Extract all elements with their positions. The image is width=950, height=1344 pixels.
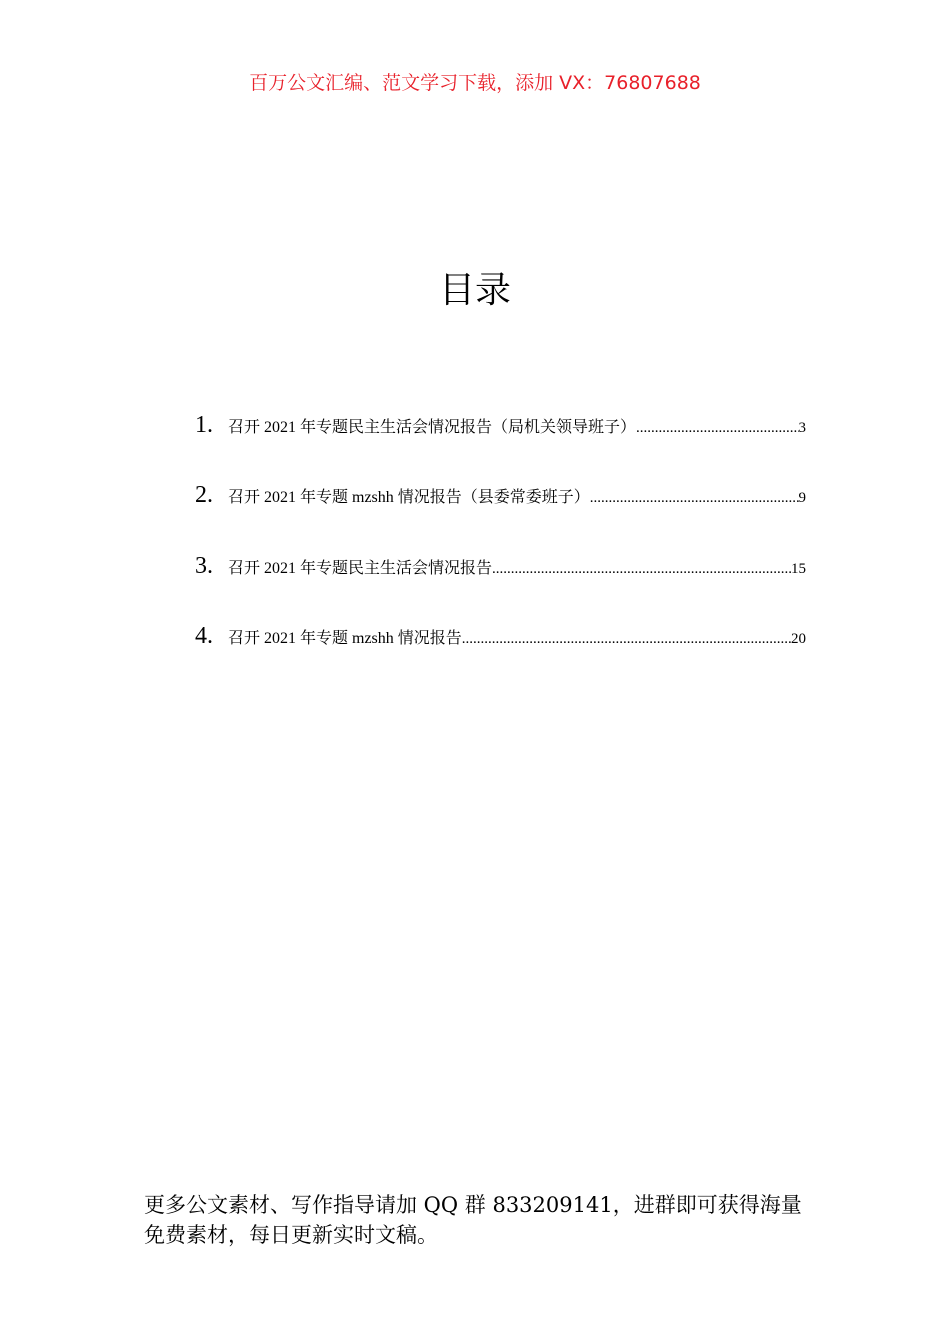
toc-text: 召开 2021 年专题 mzshh 情况报告 xyxy=(228,630,462,647)
toc-title: 目录 xyxy=(438,270,511,311)
toc-text: 召开 2021 年专题 mzshh 情况报告（县委常委班子） xyxy=(228,489,590,506)
promo-banner: 百万公文汇编、范文学习下载，添加 VX：76807688 xyxy=(249,72,701,94)
toc-text: 召开 2021 年专题民主生活会情况报告 xyxy=(228,560,493,577)
toc-number: 2. xyxy=(195,482,213,508)
dot-leader xyxy=(590,490,799,507)
toc-entry[interactable] xyxy=(195,623,806,650)
toc-page: 20 xyxy=(791,631,806,647)
toc-page: 9 xyxy=(798,490,806,506)
toc-number: 1. xyxy=(195,412,213,438)
dot-leader xyxy=(462,631,791,648)
toc-number: 3. xyxy=(195,553,213,579)
dot-leader xyxy=(492,561,791,578)
toc-page: 3 xyxy=(798,420,806,436)
toc-text: 召开 2021 年专题民主生活会情况报告（局机关领导班子） xyxy=(228,419,637,436)
toc-entry[interactable] xyxy=(195,482,806,509)
toc-page: 15 xyxy=(791,561,806,577)
footer-note: 更多公文素材、写作指导请加 QQ 群 833209141，进群即可获得海量免费素材，每日更新实时文稿。 xyxy=(144,1193,802,1247)
toc-number: 4. xyxy=(195,623,213,649)
dot-leader xyxy=(636,420,798,437)
toc-entry[interactable] xyxy=(195,553,806,580)
toc-entry[interactable] xyxy=(195,412,806,439)
